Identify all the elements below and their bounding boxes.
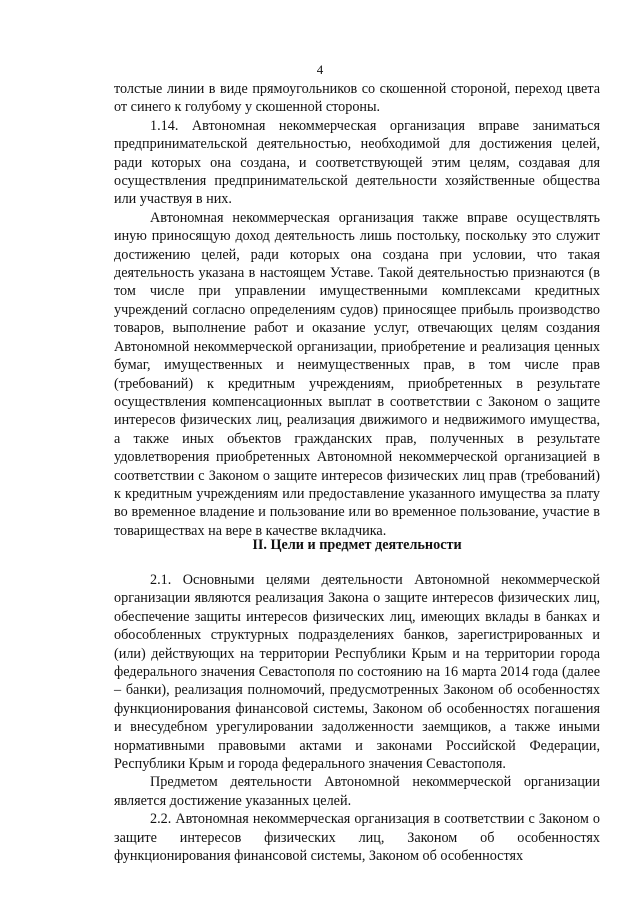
paragraph-income-activity: Автономная некоммерческая организация также вправе осуществлять иную приносящую доход деятельность лишь постольку, поскольку это служит достижению целей, ради которых она создана при условии, что такая деятельность указана в настоящем Уставе. Такой деятельностью признаются (в том числе при управлении имущественными комплексами кредитных учреждений согласно определениям судов) приносящее прибыль производство товаров, выполнение работ и оказание услуг, отвечающих целям создания Автономной некоммерческой организации, приобретение и реализация ценных бумаг, имущественных и неимущественных прав, в том числе прав (требований) к кредитным учреждениям, приобретенных в результате осуществления компенсационных выплат в соответствии с Законом о защите интересов физических лиц, реализация движимого и недвижимого имущества, а также иных объектов гражданских прав, полученных в результате удовлетворения приобретенных Автономной некоммерческой организацией в соответствии с Законом о защите интересов физических лиц прав (требований) к кредитным учреждениям или предоставление указанного имущества за плату во временное владение и пользование или во временное пользование, участие в товариществах на вере в качестве вкладчика. bbox=[114, 209, 600, 539]
text-block-bottom bbox=[114, 571, 600, 866]
paragraph-subject: Предметом деятельности Автономной некоммерческой организации является достижение указанных целей. bbox=[114, 774, 600, 809]
paragraph-continuation: толстые линии в виде прямоугольников со скошенной стороной, переход цвета от синего к голубому у скошенной стороны. bbox=[114, 81, 600, 116]
paragraph-2-2: 2.2. Автономная некоммерческая организация в соответствии с Законом о защите интересов физических лиц, Законом об особенностях функционирования финансовой системы, Законом об особенностях bbox=[114, 811, 600, 865]
text-block-top bbox=[114, 80, 600, 540]
section-heading: II. Цели и предмет деятельности bbox=[252, 537, 462, 553]
page-number: 4 bbox=[316, 62, 324, 77]
paragraph-2-1: 2.1. Основными целями деятельности Автономной некоммерческой организации являются реализация Закона о защите интересов физических лиц, обеспечение защиты интересов физических лиц, имеющих вклады в банках и обособленных структурных подразделениях банков, зарегистрированных и (или) действующих на территории Республики Крым и на территории города федерального значения Севастополя по состоянию на 16 марта 2014 года (далее – банки), реализация полномочий, предусмотренных Законом об особенностях функционирования финансовой системы, Законом об особенностях погашения и внесудебном урегулировании задолженности заемщиков, а также иными нормативными правовыми актами и законами Российской Федерации, Республики Крым и города федерального значения Севастополя. bbox=[114, 572, 600, 773]
paragraph-1-14: 1.14. Автономная некоммерческая организация вправе заниматься предпринимательской деятельностью, необходимой для достижения целей, ради которых она создана, и соответствующей этим целям, создавая для осуществления предпринимательской деятельности хозяйственные общества или участвуя в них. bbox=[114, 117, 600, 208]
